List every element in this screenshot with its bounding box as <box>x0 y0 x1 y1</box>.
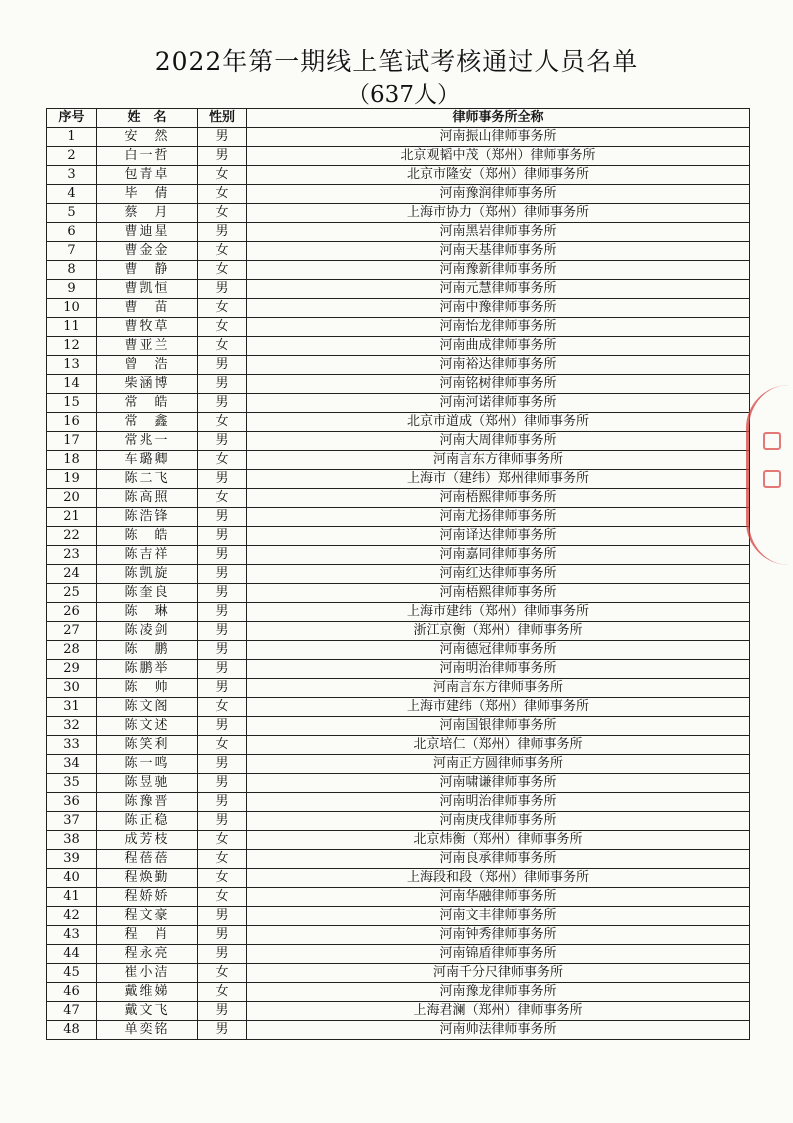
cell-firm: 河南铭树律师事务所 <box>247 375 750 394</box>
cell-firm: 河南梧熙律师事务所 <box>247 584 750 603</box>
table-row <box>47 584 750 603</box>
table-row <box>47 1002 750 1021</box>
cell-name: 曹迪星 <box>97 223 198 242</box>
cell-index: 15 <box>47 394 97 413</box>
cell-index: 32 <box>47 717 97 736</box>
cell-name: 程焕勤 <box>97 869 198 888</box>
cell-gender: 男 <box>198 812 247 831</box>
cell-firm: 北京市隆安（郑州）律师事务所 <box>247 166 750 185</box>
table-row <box>47 432 750 451</box>
table-row <box>47 964 750 983</box>
cell-firm: 河南明治律师事务所 <box>247 660 750 679</box>
cell-firm: 上海段和段（郑州）律师事务所 <box>247 869 750 888</box>
cell-index: 45 <box>47 964 97 983</box>
cell-name: 陈豫晋 <box>97 793 198 812</box>
document-subtitle: （637人） <box>347 82 460 108</box>
cell-name: 程娇娇 <box>97 888 198 907</box>
cell-name: 车璐卿 <box>97 451 198 470</box>
cell-name: 陈 皓 <box>97 527 198 546</box>
table-row <box>47 831 750 850</box>
cell-firm: 河南文丰律师事务所 <box>247 907 750 926</box>
cell-index: 7 <box>47 242 97 261</box>
cell-firm: 河南红达律师事务所 <box>247 565 750 584</box>
cell-firm: 河南豫龙律师事务所 <box>247 983 750 1002</box>
cell-index: 11 <box>47 318 97 337</box>
cell-name: 白一哲 <box>97 147 198 166</box>
cell-name: 程蓓蓓 <box>97 850 198 869</box>
cell-name: 陈凯旋 <box>97 565 198 584</box>
table-row <box>47 451 750 470</box>
table-row <box>47 1021 750 1040</box>
table-row <box>47 717 750 736</box>
table-row <box>47 375 750 394</box>
cell-firm: 上海市建纬（郑州）律师事务所 <box>247 603 750 622</box>
cell-firm: 河南嘉同律师事务所 <box>247 546 750 565</box>
cell-index: 34 <box>47 755 97 774</box>
cell-gender: 女 <box>198 964 247 983</box>
table-row <box>47 603 750 622</box>
seal-mark <box>763 432 781 450</box>
cell-gender: 男 <box>198 394 247 413</box>
cell-name: 陈 琳 <box>97 603 198 622</box>
document-title: 2022年第一期线上笔试考核通过人员名单 <box>154 47 639 76</box>
cell-firm: 上海市建纬（郑州）律师事务所 <box>247 698 750 717</box>
cell-name: 毕 倩 <box>97 185 198 204</box>
cell-firm: 河南振山律师事务所 <box>247 128 750 147</box>
cell-gender: 男 <box>198 1002 247 1021</box>
header-firm: 律师事务所全称 <box>247 109 750 128</box>
cell-index: 2 <box>47 147 97 166</box>
table-row <box>47 356 750 375</box>
cell-gender: 男 <box>198 147 247 166</box>
table-row <box>47 470 750 489</box>
cell-gender: 男 <box>198 470 247 489</box>
cell-index: 10 <box>47 299 97 318</box>
cell-firm: 河南大周律师事务所 <box>247 432 750 451</box>
cell-firm: 河南曲成律师事务所 <box>247 337 750 356</box>
cell-index: 36 <box>47 793 97 812</box>
table-row <box>47 850 750 869</box>
cell-gender: 男 <box>198 375 247 394</box>
cell-gender: 男 <box>198 546 247 565</box>
table-row <box>47 147 750 166</box>
cell-gender: 男 <box>198 641 247 660</box>
cell-gender: 女 <box>198 413 247 432</box>
table-row <box>47 736 750 755</box>
cell-name: 常兆一 <box>97 432 198 451</box>
cell-index: 21 <box>47 508 97 527</box>
header-name: 姓 名 <box>97 109 198 128</box>
table-body <box>47 128 750 1040</box>
table-row <box>47 907 750 926</box>
table-row <box>47 641 750 660</box>
cell-gender: 女 <box>198 261 247 280</box>
cell-firm: 上海君澜（郑州）律师事务所 <box>247 1002 750 1021</box>
cell-index: 42 <box>47 907 97 926</box>
cell-name: 陈正稳 <box>97 812 198 831</box>
table-row <box>47 223 750 242</box>
cell-index: 8 <box>47 261 97 280</box>
cell-gender: 男 <box>198 432 247 451</box>
table-row <box>47 945 750 964</box>
cell-index: 37 <box>47 812 97 831</box>
table-row <box>47 926 750 945</box>
cell-name: 陈一鸣 <box>97 755 198 774</box>
cell-firm: 上海市（建纬）郑州律师事务所 <box>247 470 750 489</box>
cell-firm: 河南庚戌律师事务所 <box>247 812 750 831</box>
table-row <box>47 508 750 527</box>
cell-gender: 女 <box>198 337 247 356</box>
cell-name: 曹 静 <box>97 261 198 280</box>
cell-firm: 北京培仁（郑州）律师事务所 <box>247 736 750 755</box>
cell-firm: 河南中豫律师事务所 <box>247 299 750 318</box>
cell-gender: 女 <box>198 242 247 261</box>
cell-gender: 女 <box>198 451 247 470</box>
cell-index: 47 <box>47 1002 97 1021</box>
cell-index: 48 <box>47 1021 97 1040</box>
cell-firm: 河南明治律师事务所 <box>247 793 750 812</box>
cell-gender: 男 <box>198 660 247 679</box>
cell-name: 崔小洁 <box>97 964 198 983</box>
cell-firm: 河南言东方律师事务所 <box>247 451 750 470</box>
cell-firm: 浙江京衡（郑州）律师事务所 <box>247 622 750 641</box>
table-row <box>47 318 750 337</box>
table-row <box>47 299 750 318</box>
cell-name: 曹牧草 <box>97 318 198 337</box>
cell-name: 安 然 <box>97 128 198 147</box>
table-row <box>47 660 750 679</box>
cell-firm: 河南钟秀律师事务所 <box>247 926 750 945</box>
table-row <box>47 261 750 280</box>
header-gender: 性别 <box>198 109 247 128</box>
cell-gender: 男 <box>198 584 247 603</box>
table-row <box>47 869 750 888</box>
cell-index: 16 <box>47 413 97 432</box>
cell-gender: 女 <box>198 831 247 850</box>
cell-index: 39 <box>47 850 97 869</box>
table-row <box>47 679 750 698</box>
cell-gender: 男 <box>198 793 247 812</box>
table-row <box>47 755 750 774</box>
table-row <box>47 774 750 793</box>
cell-gender: 女 <box>198 983 247 1002</box>
table-row <box>47 166 750 185</box>
cell-firm: 北京观韬中茂（郑州）律师事务所 <box>247 147 750 166</box>
cell-firm: 河南豫新律师事务所 <box>247 261 750 280</box>
table-row <box>47 622 750 641</box>
cell-name: 曾 浩 <box>97 356 198 375</box>
cell-gender: 女 <box>198 888 247 907</box>
cell-index: 22 <box>47 527 97 546</box>
cell-firm: 河南译达律师事务所 <box>247 527 750 546</box>
cell-index: 30 <box>47 679 97 698</box>
cell-name: 程文豪 <box>97 907 198 926</box>
cell-gender: 女 <box>198 318 247 337</box>
cell-name: 陈高照 <box>97 489 198 508</box>
table-row <box>47 394 750 413</box>
cell-name: 陈二飞 <box>97 470 198 489</box>
cell-gender: 男 <box>198 565 247 584</box>
cell-index: 27 <box>47 622 97 641</box>
cell-index: 14 <box>47 375 97 394</box>
table-row <box>47 337 750 356</box>
cell-index: 20 <box>47 489 97 508</box>
table-row <box>47 280 750 299</box>
cell-index: 35 <box>47 774 97 793</box>
cell-gender: 男 <box>198 356 247 375</box>
cell-gender: 男 <box>198 128 247 147</box>
cell-name: 单奕铭 <box>97 1021 198 1040</box>
cell-index: 1 <box>47 128 97 147</box>
cell-firm: 河南裕达律师事务所 <box>247 356 750 375</box>
cell-firm: 河南德冠律师事务所 <box>247 641 750 660</box>
cell-firm: 河南良承律师事务所 <box>247 850 750 869</box>
cell-gender: 男 <box>198 1021 247 1040</box>
cell-gender: 女 <box>198 185 247 204</box>
cell-index: 29 <box>47 660 97 679</box>
cell-gender: 男 <box>198 774 247 793</box>
cell-gender: 男 <box>198 527 247 546</box>
cell-firm: 河南啸谦律师事务所 <box>247 774 750 793</box>
cell-firm: 河南千分尺律师事务所 <box>247 964 750 983</box>
table-row <box>47 128 750 147</box>
cell-firm: 河南天基律师事务所 <box>247 242 750 261</box>
cell-name: 陈 帅 <box>97 679 198 698</box>
cell-index: 25 <box>47 584 97 603</box>
cell-name: 程永亮 <box>97 945 198 964</box>
cell-gender: 女 <box>198 299 247 318</box>
cell-name: 陈凌剑 <box>97 622 198 641</box>
cell-index: 19 <box>47 470 97 489</box>
cell-gender: 女 <box>198 736 247 755</box>
cell-gender: 男 <box>198 926 247 945</box>
cell-firm: 河南尤扬律师事务所 <box>247 508 750 527</box>
cell-index: 6 <box>47 223 97 242</box>
table-row <box>47 413 750 432</box>
cell-firm: 河南帅法律师事务所 <box>247 1021 750 1040</box>
cell-gender: 女 <box>198 869 247 888</box>
cell-firm: 河南豫润律师事务所 <box>247 185 750 204</box>
cell-index: 3 <box>47 166 97 185</box>
cell-index: 28 <box>47 641 97 660</box>
table-row <box>47 242 750 261</box>
cell-firm: 北京市道成（郑州）律师事务所 <box>247 413 750 432</box>
table-row <box>47 983 750 1002</box>
cell-firm: 北京炜衡（郑州）律师事务所 <box>247 831 750 850</box>
cell-index: 13 <box>47 356 97 375</box>
table-row <box>47 793 750 812</box>
cell-index: 9 <box>47 280 97 299</box>
cell-index: 23 <box>47 546 97 565</box>
cell-index: 43 <box>47 926 97 945</box>
cell-index: 41 <box>47 888 97 907</box>
cell-index: 26 <box>47 603 97 622</box>
cell-name: 戴文飞 <box>97 1002 198 1021</box>
cell-name: 陈奎良 <box>97 584 198 603</box>
cell-index: 24 <box>47 565 97 584</box>
cell-gender: 男 <box>198 755 247 774</box>
cell-name: 陈吉祥 <box>97 546 198 565</box>
cell-firm: 河南元慧律师事务所 <box>247 280 750 299</box>
cell-gender: 女 <box>198 850 247 869</box>
cell-name: 陈昱驰 <box>97 774 198 793</box>
cell-name: 柴涵博 <box>97 375 198 394</box>
header-index: 序号 <box>47 109 97 128</box>
cell-name: 曹 苗 <box>97 299 198 318</box>
table-header-row <box>47 109 750 128</box>
cell-name: 曹凯恒 <box>97 280 198 299</box>
cell-index: 18 <box>47 451 97 470</box>
cell-firm: 河南河诺律师事务所 <box>247 394 750 413</box>
cell-firm: 河南国银律师事务所 <box>247 717 750 736</box>
cell-name: 常 鑫 <box>97 413 198 432</box>
cell-index: 46 <box>47 983 97 1002</box>
cell-index: 17 <box>47 432 97 451</box>
table-row <box>47 204 750 223</box>
cell-name: 陈笑利 <box>97 736 198 755</box>
cell-firm: 河南华融律师事务所 <box>247 888 750 907</box>
cell-gender: 男 <box>198 603 247 622</box>
cell-firm: 河南正方圆律师事务所 <box>247 755 750 774</box>
cell-name: 蔡 月 <box>97 204 198 223</box>
table-row <box>47 812 750 831</box>
cell-name: 曹亚兰 <box>97 337 198 356</box>
cell-name: 陈浩锋 <box>97 508 198 527</box>
cell-name: 程 肖 <box>97 926 198 945</box>
cell-firm: 河南梧熙律师事务所 <box>247 489 750 508</box>
cell-name: 陈 鹏 <box>97 641 198 660</box>
table-row <box>47 546 750 565</box>
cell-firm: 河南怡龙律师事务所 <box>247 318 750 337</box>
cell-index: 4 <box>47 185 97 204</box>
table-row <box>47 565 750 584</box>
cell-name: 常 皓 <box>97 394 198 413</box>
cell-name: 陈文述 <box>97 717 198 736</box>
table-row <box>47 185 750 204</box>
cell-name: 曹金金 <box>97 242 198 261</box>
cell-index: 31 <box>47 698 97 717</box>
cell-firm: 河南锦盾律师事务所 <box>247 945 750 964</box>
cell-gender: 女 <box>198 204 247 223</box>
cell-gender: 男 <box>198 907 247 926</box>
cell-gender: 男 <box>198 622 247 641</box>
cell-gender: 男 <box>198 280 247 299</box>
cell-gender: 女 <box>198 698 247 717</box>
cell-gender: 男 <box>198 717 247 736</box>
cell-gender: 男 <box>198 508 247 527</box>
table-row <box>47 888 750 907</box>
table-row <box>47 698 750 717</box>
cell-name: 戴维娣 <box>97 983 198 1002</box>
cell-gender: 男 <box>198 945 247 964</box>
cell-gender: 女 <box>198 489 247 508</box>
cell-name: 陈鹏举 <box>97 660 198 679</box>
cell-index: 33 <box>47 736 97 755</box>
cell-name: 包青卓 <box>97 166 198 185</box>
cell-gender: 男 <box>198 223 247 242</box>
cell-firm: 河南言东方律师事务所 <box>247 679 750 698</box>
cell-index: 12 <box>47 337 97 356</box>
cell-name: 成芳枝 <box>97 831 198 850</box>
cell-index: 44 <box>47 945 97 964</box>
cell-firm: 上海市协力（郑州）律师事务所 <box>247 204 750 223</box>
table-row <box>47 527 750 546</box>
cell-index: 40 <box>47 869 97 888</box>
cell-name: 陈文阁 <box>97 698 198 717</box>
seal-mark <box>763 470 781 488</box>
table-row <box>47 489 750 508</box>
cell-gender: 男 <box>198 679 247 698</box>
roster-table <box>46 108 750 1040</box>
cell-firm: 河南黑岩律师事务所 <box>247 223 750 242</box>
cell-index: 38 <box>47 831 97 850</box>
cell-gender: 女 <box>198 166 247 185</box>
cell-index: 5 <box>47 204 97 223</box>
